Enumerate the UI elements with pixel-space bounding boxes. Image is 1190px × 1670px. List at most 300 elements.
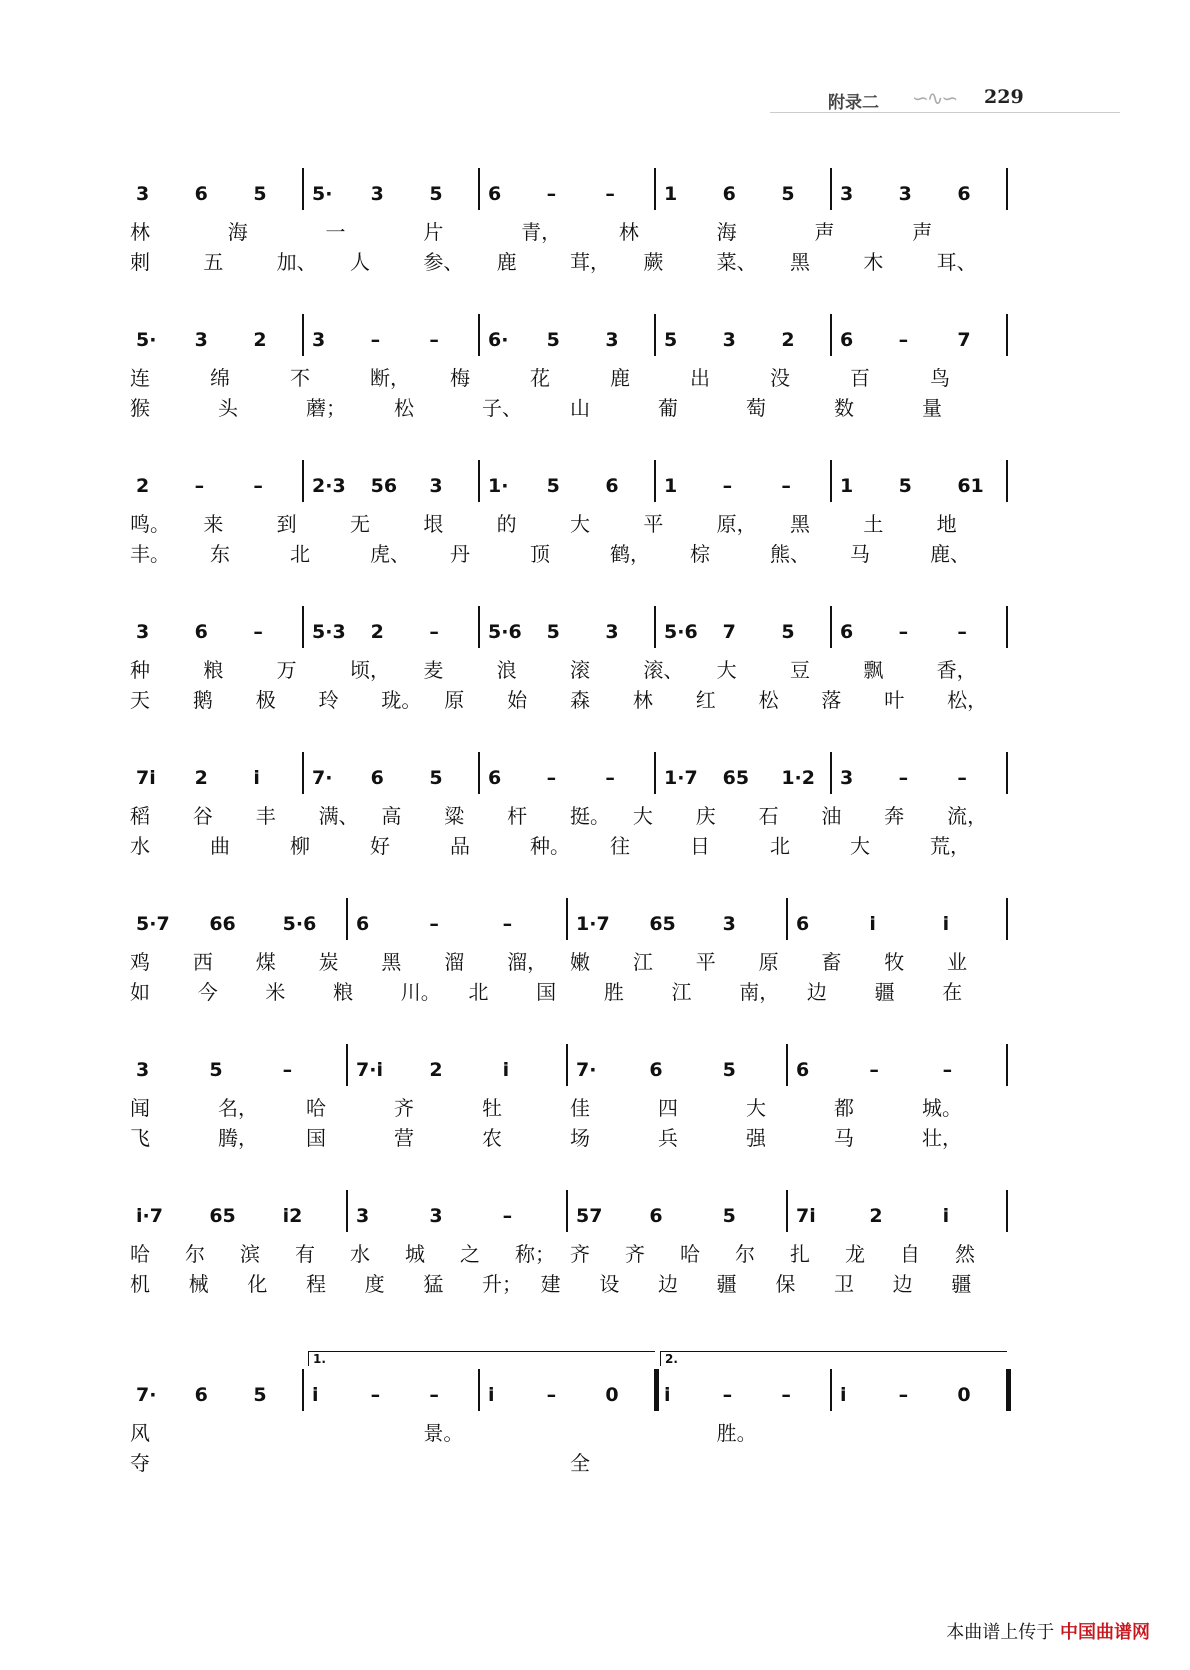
lyric: 川。 — [400, 980, 441, 1004]
lyrics-verse-2 — [130, 830, 1080, 858]
volta-2: 2. — [660, 1351, 1007, 1366]
lyric: 棕 — [690, 542, 710, 566]
note: 6· — [488, 329, 509, 351]
lyrics-verse-1 — [130, 800, 1080, 828]
barline — [786, 898, 788, 940]
note: 6 — [194, 183, 208, 205]
lyrics-verse-2 — [130, 246, 1080, 274]
lyric: 齐 — [570, 1242, 590, 1266]
lyric: 西 — [192, 950, 213, 974]
note: 3 — [898, 183, 912, 205]
lyric: 鹿 — [496, 250, 517, 274]
lyric: 原， — [716, 512, 757, 536]
barline — [1006, 752, 1008, 794]
barline — [830, 606, 832, 648]
lyric: 黑 — [790, 512, 810, 536]
barline — [302, 752, 304, 794]
barline — [478, 460, 480, 502]
lyric: 萄 — [746, 396, 766, 420]
note: 1 — [840, 475, 854, 497]
lyric: 曲 — [210, 834, 230, 858]
lyric: 片 — [423, 220, 444, 244]
header-block — [770, 80, 1070, 120]
note: 7·i — [356, 1059, 383, 1081]
lyric: 红 — [695, 688, 716, 712]
lyric: 飞 — [130, 1126, 150, 1150]
note: – — [898, 329, 909, 351]
lyric: 之 — [460, 1242, 480, 1266]
footer-brand: 中国曲谱网 — [1060, 1622, 1150, 1643]
note: 6 — [840, 329, 854, 351]
note: 3 — [840, 183, 854, 205]
note: – — [781, 1384, 791, 1406]
lyric: 浪 — [496, 658, 517, 682]
barline — [346, 898, 348, 940]
lyric: 牡 — [482, 1096, 502, 1120]
note: – — [502, 913, 513, 935]
lyrics-verse-2 — [130, 538, 1080, 566]
lyric: 营 — [394, 1126, 414, 1150]
note: 6 — [796, 1059, 810, 1081]
lyric: 佳 — [570, 1096, 590, 1120]
note: 5·6 — [664, 621, 698, 643]
note: i — [840, 1384, 847, 1406]
note: 6 — [796, 913, 810, 935]
barline — [654, 460, 656, 502]
lyric: 东 — [210, 542, 230, 566]
barline — [654, 606, 656, 648]
lyric: 挺。 — [570, 804, 610, 828]
lyric: 大 — [850, 834, 870, 858]
note: 2 — [781, 329, 795, 351]
lyric: 山 — [570, 396, 590, 420]
note: 3 — [429, 475, 443, 497]
lyrics-verse-2 — [130, 684, 1080, 712]
lyric: 海 — [716, 220, 737, 244]
lyrics-verse-1 — [130, 1092, 1080, 1120]
lyric: 腾， — [218, 1126, 258, 1150]
lyric: 胜。 — [716, 1421, 757, 1445]
lyric: 种 — [130, 658, 150, 682]
lyric: 垠 — [423, 512, 444, 536]
note: 6 — [370, 767, 384, 789]
lyric: 声 — [814, 220, 835, 244]
footer — [946, 1618, 1150, 1644]
lyric: 平 — [643, 512, 664, 536]
lyric: 城 — [405, 1242, 425, 1266]
lyric: 声 — [912, 220, 933, 244]
lyric: 猴 — [130, 396, 150, 420]
lyric: 出 — [690, 366, 710, 390]
barline — [478, 752, 480, 794]
lyric: 丰 — [255, 804, 276, 828]
lyric: 疆 — [874, 980, 895, 1004]
lyric: 顷， — [350, 658, 390, 682]
note: 2 — [869, 1205, 883, 1227]
lyric: 鸡 — [130, 950, 150, 974]
lyric: 量 — [922, 396, 942, 420]
lyric: 程 — [306, 1272, 326, 1296]
lyric: 五 — [203, 250, 224, 274]
note: – — [781, 475, 791, 497]
note: 1 — [664, 183, 678, 205]
lyric: 大 — [632, 804, 653, 828]
lyric: 子、 — [482, 396, 522, 420]
lyric: 高 — [381, 804, 402, 828]
barline — [302, 606, 304, 648]
lyric: 连 — [130, 366, 150, 390]
note: 6 — [194, 1384, 208, 1406]
lyric: 珑。 — [381, 688, 422, 712]
page-number: 229 — [984, 86, 1024, 108]
note: – — [370, 1384, 381, 1406]
lyric: 蕨 — [643, 250, 664, 274]
note: – — [194, 475, 205, 497]
note: 2 — [136, 475, 150, 497]
lyric: 满、 — [318, 804, 359, 828]
lyric: 原 — [758, 950, 779, 974]
barline — [302, 314, 304, 356]
lyric: 原 — [444, 688, 465, 712]
lyric: 无 — [350, 512, 370, 536]
note: i — [312, 1384, 319, 1406]
lyric: 称； — [515, 1242, 555, 1266]
lyric: 今 — [197, 980, 218, 1004]
lyric: 大 — [716, 658, 737, 682]
lyric: 兵 — [658, 1126, 678, 1150]
note: 2 — [253, 329, 267, 351]
note: 3 — [605, 329, 619, 351]
note: 5·6 — [488, 621, 522, 643]
lyric: 边 — [658, 1272, 678, 1296]
system-5 — [130, 766, 1080, 886]
note: 2·3 — [312, 475, 346, 497]
lyric: 哈 — [306, 1096, 326, 1120]
lyric: 林 — [618, 220, 639, 244]
lyric: 滨 — [240, 1242, 260, 1266]
note: i — [664, 1384, 671, 1406]
barline — [786, 1190, 788, 1232]
note: i·7 — [136, 1205, 163, 1227]
lyric: 玲 — [318, 688, 339, 712]
note: 5· — [136, 329, 157, 351]
lyric: 米 — [265, 980, 286, 1004]
note: 5·7 — [136, 913, 170, 935]
note: 2 — [194, 767, 208, 789]
lyric: 如 — [130, 980, 150, 1004]
lyrics-verse-2 — [130, 1268, 1080, 1296]
lyric: 自 — [900, 1242, 920, 1266]
lyric: 滚、 — [643, 658, 684, 682]
lyric: 度 — [364, 1272, 385, 1296]
header-title: 附录二 — [828, 93, 879, 113]
note: 5 — [253, 183, 267, 205]
lyric: 粮 — [333, 980, 354, 1004]
lyric: 升； — [482, 1272, 522, 1296]
lyric: 国 — [536, 980, 557, 1004]
note: 0 — [957, 1384, 971, 1406]
note: 2 — [370, 621, 384, 643]
lyric: 绵 — [210, 366, 230, 390]
lyric: 人 — [350, 250, 370, 274]
lyric: 马 — [850, 542, 870, 566]
lyric: 疆 — [951, 1272, 972, 1296]
note: i — [488, 1384, 495, 1406]
lyric: 场 — [570, 1126, 590, 1150]
note: 7· — [312, 767, 333, 789]
lyric: 全 — [570, 1451, 590, 1475]
lyric: 农 — [482, 1126, 502, 1150]
lyric: 谷 — [192, 804, 213, 828]
barline — [1006, 460, 1008, 502]
note: 6 — [356, 913, 370, 935]
note: 5 — [253, 1384, 267, 1406]
note: 5 — [722, 1059, 736, 1081]
lyrics-verse-1 — [130, 654, 1080, 682]
lyric: 煤 — [255, 950, 276, 974]
barline — [1006, 1044, 1008, 1086]
note: 7 — [722, 621, 736, 643]
lyric: 壮， — [922, 1126, 962, 1150]
lyric: 尔 — [185, 1242, 205, 1266]
lyric: 嫩 — [570, 950, 590, 974]
lyric: 丰。 — [130, 542, 170, 566]
note: – — [429, 913, 439, 935]
lyric: 地 — [936, 512, 957, 536]
lyrics-verse-2 — [130, 976, 1080, 1004]
lyric: 数 — [834, 396, 854, 420]
lyric: 夺 — [130, 1451, 150, 1475]
note: 5 — [546, 475, 560, 497]
note: 5· — [312, 183, 333, 205]
note: 6 — [488, 183, 502, 205]
lyric: 疆 — [716, 1272, 737, 1296]
note: 3 — [370, 183, 384, 205]
note: – — [546, 183, 557, 205]
barline — [830, 1369, 832, 1411]
note: 5 — [781, 183, 795, 205]
barline — [1006, 314, 1008, 356]
lyric: 有 — [295, 1242, 315, 1266]
system-1 — [130, 182, 1080, 302]
final-barline — [1006, 1369, 1011, 1411]
barline — [478, 1369, 480, 1411]
note: 3 — [312, 329, 326, 351]
barline — [566, 1190, 568, 1232]
barline — [654, 168, 656, 210]
lyric: 黑 — [381, 950, 402, 974]
lyric: 北 — [468, 980, 489, 1004]
note: 7i — [796, 1205, 816, 1227]
lyric: 顶 — [530, 542, 550, 566]
note: – — [546, 1384, 557, 1406]
lyric: 鹿、 — [930, 542, 970, 566]
note: – — [605, 767, 615, 789]
note: 5 — [722, 1205, 736, 1227]
lyrics-verse-2 — [130, 392, 1080, 420]
note: 2 — [429, 1059, 443, 1081]
lyric: 断， — [370, 366, 410, 390]
lyric: 鹿 — [610, 366, 630, 390]
lyric: 强 — [746, 1126, 766, 1150]
lyric: 日 — [690, 834, 710, 858]
lyric: 业 — [947, 950, 968, 974]
lyric: 景。 — [423, 1421, 464, 1445]
lyric: 城。 — [922, 1096, 962, 1120]
lyric: 林 — [130, 220, 150, 244]
note: 5·6 — [282, 913, 317, 935]
lyrics-verse-1 — [130, 508, 1080, 536]
note: 7· — [576, 1059, 597, 1081]
note: 5 — [429, 767, 443, 789]
note: 5 — [898, 475, 912, 497]
lyric: 江 — [671, 980, 692, 1004]
lyric: 胜 — [603, 980, 624, 1004]
lyric: 木 — [863, 250, 884, 274]
lyric: 南， — [739, 980, 780, 1004]
lyric: 柳 — [290, 834, 310, 858]
note: 5·3 — [312, 621, 346, 643]
note: 6 — [488, 767, 502, 789]
barline — [786, 1044, 788, 1086]
lyric: 叶 — [884, 688, 905, 712]
volta-1: 1. — [308, 1351, 655, 1366]
note: 5 — [546, 329, 560, 351]
lyric: 鹤， — [610, 542, 650, 566]
lyric: 青， — [521, 220, 562, 244]
lyrics-verse-1 — [130, 1417, 1080, 1445]
barline — [346, 1190, 348, 1232]
lyric: 品 — [450, 834, 470, 858]
lyric: 江 — [632, 950, 653, 974]
lyric: 荒， — [930, 834, 970, 858]
lyric: 飘 — [863, 658, 884, 682]
lyric: 石 — [758, 804, 779, 828]
note: i — [869, 913, 876, 935]
lyric: 在 — [942, 980, 963, 1004]
note: 6 — [605, 475, 619, 497]
lyric: 万 — [276, 658, 297, 682]
lyric: 蘑； — [306, 396, 346, 420]
note: 6 — [722, 183, 736, 205]
lyric: 没 — [770, 366, 790, 390]
lyric: 到 — [276, 512, 297, 536]
lyric: 齐 — [625, 1242, 645, 1266]
lyric: 麦 — [423, 658, 444, 682]
lyric: 牧 — [884, 950, 905, 974]
lyric: 松 — [394, 396, 414, 420]
lyric: 耳、 — [936, 250, 977, 274]
footer-text: 本曲谱上传于 — [946, 1622, 1055, 1643]
lyric: 哈 — [680, 1242, 700, 1266]
lyric: 鸣。 — [130, 512, 170, 536]
note: – — [429, 329, 439, 351]
lyric: 始 — [507, 688, 528, 712]
lyric: 参、 — [423, 250, 464, 274]
barline — [478, 606, 480, 648]
note: – — [429, 1384, 439, 1406]
lyric: 好 — [370, 834, 390, 858]
lyric: 粮 — [203, 658, 224, 682]
note: 5 — [429, 183, 443, 205]
lyrics-verse-1 — [130, 1238, 1080, 1266]
lyrics-verse-2 — [130, 1122, 1080, 1150]
barline — [1006, 898, 1008, 940]
note: i — [502, 1059, 510, 1081]
barline — [302, 1369, 304, 1411]
lyric: 虎、 — [370, 542, 410, 566]
lyric: 边 — [892, 1272, 913, 1296]
note: – — [722, 475, 733, 497]
barline — [654, 314, 656, 356]
note: 1· — [488, 475, 509, 497]
note: 3 — [136, 183, 150, 205]
lyric: 风 — [130, 1421, 150, 1445]
note: i — [942, 913, 950, 935]
note: – — [429, 621, 439, 643]
note: – — [722, 1384, 733, 1406]
lyric: 一 — [325, 220, 346, 244]
lyric: 四 — [658, 1096, 678, 1120]
lyric: 百 — [850, 366, 870, 390]
note: i — [253, 767, 260, 789]
note: 1·7 — [576, 913, 610, 935]
note: 61 — [957, 475, 984, 497]
note: 6 — [649, 1205, 663, 1227]
system-8 — [130, 1204, 1080, 1324]
lyric: 哈 — [130, 1242, 150, 1266]
lyric: 大 — [570, 512, 590, 536]
note: 66 — [209, 913, 236, 935]
lyric: 然 — [955, 1242, 975, 1266]
lyric: 来 — [203, 512, 224, 536]
note: 1·7 — [664, 767, 698, 789]
lyric: 机 — [130, 1272, 150, 1296]
note: 6 — [649, 1059, 663, 1081]
header-rule — [770, 112, 1120, 113]
note: – — [898, 1384, 909, 1406]
lyric: 扎 — [790, 1242, 810, 1266]
lyric: 黑 — [790, 250, 810, 274]
system-9 — [130, 1352, 1080, 1503]
note: 7i — [136, 767, 156, 789]
lyric: 林 — [632, 688, 653, 712]
lyric: 土 — [863, 512, 884, 536]
system-2 — [130, 328, 1080, 448]
system-4 — [130, 620, 1080, 740]
note: – — [898, 621, 909, 643]
lyric: 香， — [936, 658, 977, 682]
barline — [830, 460, 832, 502]
note: i2 — [282, 1205, 303, 1227]
note: – — [502, 1205, 513, 1227]
lyrics-verse-2 — [130, 1447, 1080, 1475]
note: – — [957, 621, 967, 643]
lyric: 海 — [227, 220, 248, 244]
lyric: 名， — [218, 1096, 258, 1120]
lyric: 北 — [290, 542, 310, 566]
lyric: 马 — [834, 1126, 854, 1150]
barline — [566, 1044, 568, 1086]
note: 5 — [781, 621, 795, 643]
note: 65 — [722, 767, 750, 789]
lyrics-verse-1 — [130, 216, 1080, 244]
system-3 — [130, 474, 1080, 594]
lyric: 油 — [821, 804, 842, 828]
lyrics-verse-1 — [130, 946, 1080, 974]
lyric: 庆 — [695, 804, 716, 828]
note: 57 — [576, 1205, 603, 1227]
